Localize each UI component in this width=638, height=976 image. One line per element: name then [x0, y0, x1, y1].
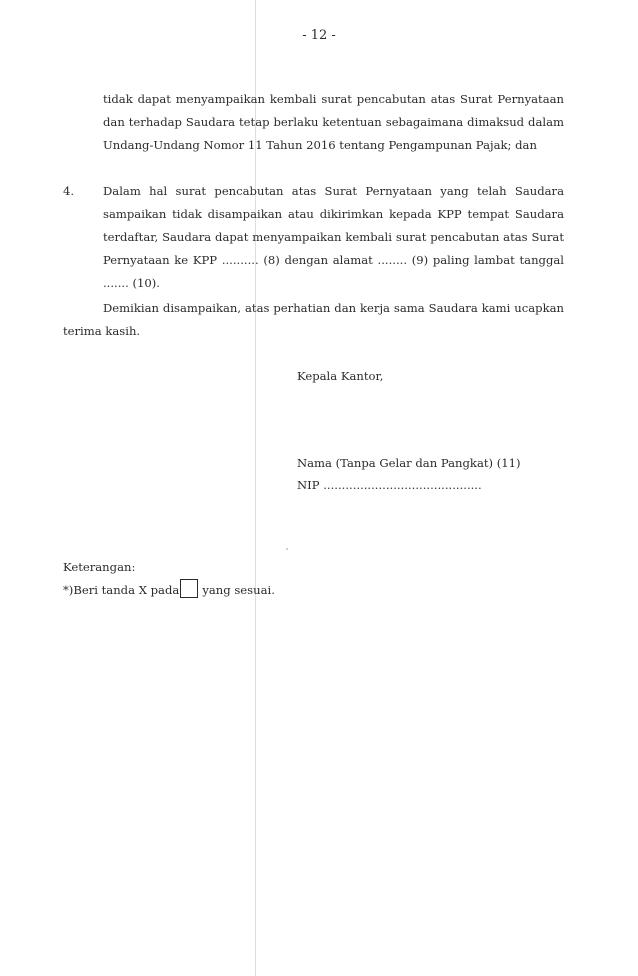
- page-number: - 12 -: [302, 28, 336, 43]
- scan-artifact-dot: [286, 548, 288, 550]
- signature-nip-line: NIP ...........................................: [297, 478, 482, 492]
- notes-heading: Keterangan:: [63, 560, 136, 574]
- list-item-text: Dalam hal surat pencabutan atas Surat Pernyataan yang telah Saudara sampaikan tidak disampaikan atau dikirimkan kepada KPP tempat Saudara terdaftar, Saudara dapat menyampaikan kembali surat pencabutan atas Surat Pernyataan ke KPP .......... (8) dengan alamat ........ (9) paling lambat tanggal ....... (10).: [103, 184, 564, 290]
- closing-paragraph: Demikian disampaikan, atas perhatian dan kerja sama Saudara kami ucapkan terima kasih.: [63, 301, 564, 338]
- signature-title: Kepala Kantor,: [297, 369, 384, 383]
- list-item-number: 4.: [63, 184, 75, 198]
- notes-text-after-box: yang sesuai.: [202, 583, 275, 597]
- signature-name-line: Nama (Tanpa Gelar dan Pangkat) (11): [297, 456, 521, 470]
- notes-text-before-box: *)Beri tanda X pada: [63, 583, 180, 597]
- checkbox-square: [180, 579, 198, 598]
- notes-line: [63, 579, 275, 602]
- continuation-paragraph: tidak dapat menyampaikan kembali surat pencabutan atas Surat Pernyataan dan terhadap Saudara tetap berlaku ketentuan sebagaimana dimaksud dalam Undang-Undang Nomor 11 Tahun 2016 tentang Pengampunan Pajak; dan: [103, 92, 564, 152]
